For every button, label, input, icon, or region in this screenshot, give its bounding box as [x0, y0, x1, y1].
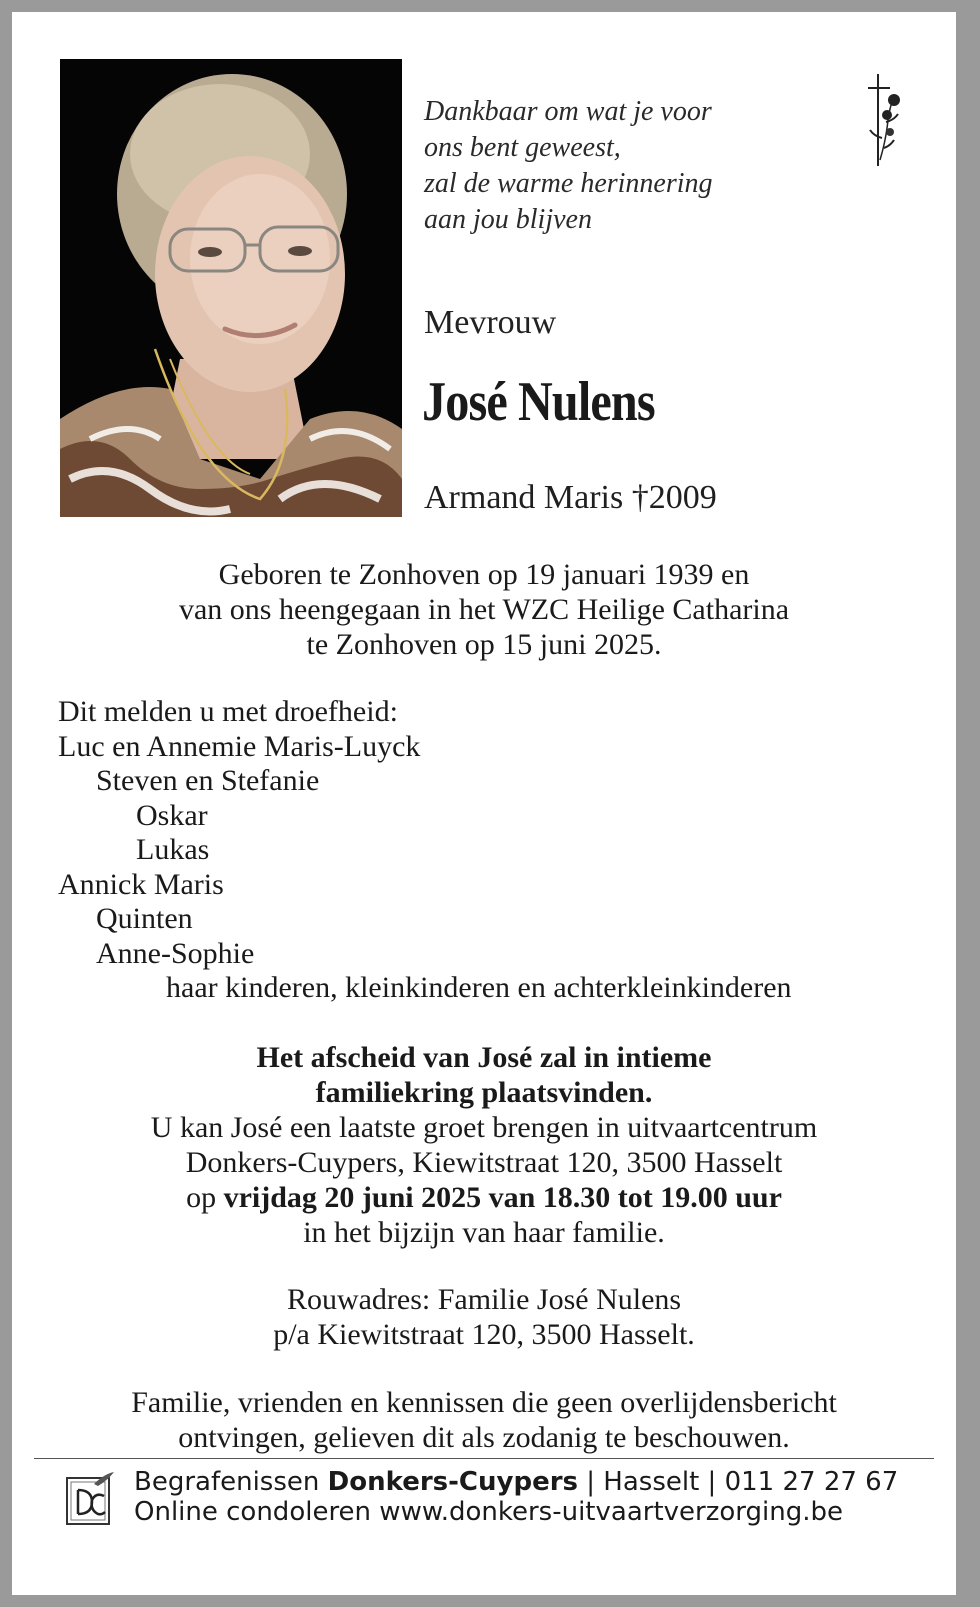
dc-monogram-logo [64, 1470, 116, 1528]
poem-line: ons bent geweest, [424, 132, 621, 163]
family-member: Anne-Sophie [96, 936, 255, 970]
family-member: Annick Maris [58, 867, 224, 901]
birth-line: Geboren te Zonhoven op 19 januari 1939 en [218, 558, 750, 591]
farewell-prefix: op [186, 1181, 224, 1214]
family-member: Steven en Stefanie [96, 764, 320, 797]
family-member: Luc en Annemie Maris-Luyck [58, 729, 421, 763]
deceased-name: José Nulens [422, 371, 655, 433]
address-line: p/a Kiewitstraat 120, 3500 Hasselt. [273, 1318, 695, 1351]
address-line: Rouwadres: Familie José Nulens [286, 1283, 682, 1316]
farewell-date: vrijdag 20 juni 2025 van 18.30 tot 19.00 uur [223, 1181, 782, 1214]
obituary-card [12, 12, 956, 1595]
family-intro: Dit melden u met droefheid: [58, 695, 398, 728]
birth-line: te Zonhoven op 15 juni 2025. [306, 628, 662, 661]
poem-line: aan jou blijven [424, 204, 592, 235]
farewell-datetime [12, 1180, 956, 1215]
footer-prefix: Begrafenissen [134, 1467, 328, 1497]
family-member: Oskar [136, 798, 208, 832]
notice [12, 1385, 956, 1455]
poem-line: zal de warme herinnering [424, 168, 713, 199]
farewell-line: in het bijzijn van haar familie. [303, 1216, 665, 1249]
portrait-photo [60, 59, 402, 517]
family-relation: haar kinderen, kleinkinderen en achterkleinkinderen [166, 971, 792, 1004]
farewell-details [12, 1040, 956, 1250]
notice-line: ontvingen, gelieven dit als zodanig te beschouwen. [178, 1421, 790, 1454]
footer-details: | Hasselt | 011 27 27 67 [578, 1467, 899, 1497]
notice-line: Familie, vrienden en kennissen die geen overlijdensbericht [131, 1386, 837, 1419]
poem-line: Dankbaar om wat je voor [424, 96, 712, 127]
honorific: Mevrouw [424, 304, 557, 341]
mourning-address [12, 1282, 956, 1352]
birth-details [12, 557, 956, 662]
company-name: Donkers-Cuypers [327, 1467, 579, 1497]
family-list [58, 695, 792, 1006]
birth-line: van ons heengegaan in het WZC Heilige Catharina [178, 593, 790, 626]
farewell-line: Donkers-Cuypers, Kiewitstraat 120, 3500 Hasselt [185, 1146, 783, 1179]
farewell-line: familiekring plaatsvinden. [315, 1076, 653, 1109]
family-member: Quinten [96, 902, 193, 935]
spouse: Armand Maris †2009 [424, 479, 717, 516]
farewell-line: U kan José een laatste groet brengen in uitvaartcentrum [150, 1111, 818, 1144]
footer-company-line [134, 1467, 898, 1497]
poem [424, 94, 713, 238]
farewell-line: Het afscheid van José zal in intieme [256, 1041, 712, 1074]
footer-online: Online condoleren www.donkers-uitvaartverzorging.be [134, 1497, 843, 1527]
family-member: Lukas [136, 833, 210, 866]
cross-with-rose-icon [860, 70, 908, 170]
footer-divider [34, 1458, 934, 1459]
footer [134, 1467, 898, 1527]
